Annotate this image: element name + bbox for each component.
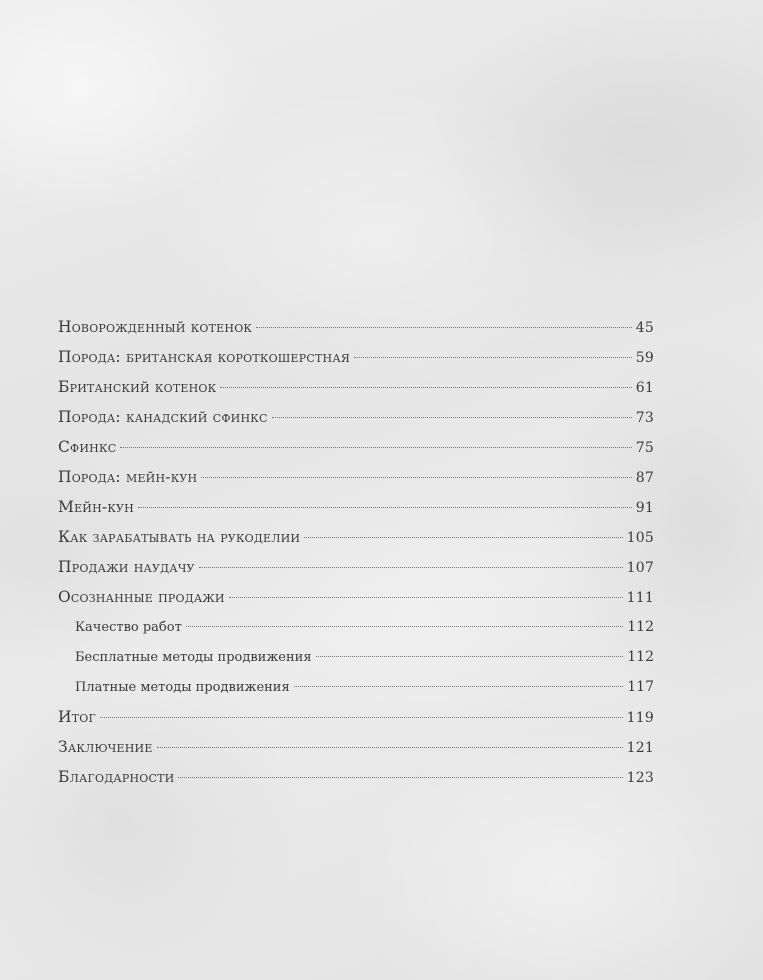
toc-entry-page: 117: [627, 679, 654, 695]
toc-entry-page: 111: [626, 590, 654, 606]
toc-entry: [58, 762, 654, 792]
toc-entry: [58, 402, 654, 432]
toc-entry-title: Порода: канадский сфинкс: [58, 408, 268, 426]
toc-subentry: [58, 642, 654, 672]
toc-entry-page: 75: [635, 440, 654, 456]
toc-entry: [58, 552, 654, 582]
toc-entry: [58, 312, 654, 342]
toc-entry-title: Качество работ: [75, 620, 182, 635]
toc-entry-title: Итог: [58, 708, 96, 726]
toc-entry-page: 45: [635, 320, 654, 336]
toc-entry-title: Порода: мейн-кун: [58, 468, 198, 486]
toc-entry-page: 112: [627, 619, 654, 635]
toc-entry-page: 91: [635, 500, 654, 516]
toc-entry-page: 107: [626, 560, 654, 576]
table-of-contents: [58, 312, 654, 792]
toc-entry: [58, 702, 654, 732]
dot-leader: [178, 777, 622, 778]
dot-leader: [120, 447, 631, 448]
toc-entry-title: Сфинкс: [58, 438, 117, 456]
toc-entry-title: Продажи наудачу: [58, 558, 195, 576]
dot-leader: [294, 686, 624, 687]
toc-subentry: [58, 672, 654, 702]
toc-entry: [58, 462, 654, 492]
dot-leader: [256, 327, 632, 328]
toc-entry: [58, 582, 654, 612]
toc-entry-title: Новорожденный котенок: [58, 318, 253, 336]
dot-leader: [220, 387, 631, 388]
dot-leader: [157, 747, 623, 748]
toc-entry-title: Мейн-кун: [58, 498, 134, 516]
toc-entry-title: Платные методы продвижения: [75, 680, 290, 695]
toc-entry-page: 123: [626, 770, 654, 786]
toc-entry-title: Бесплатные методы продвижения: [75, 650, 312, 665]
toc-entry-page: 119: [626, 710, 654, 726]
toc-entry: [58, 732, 654, 762]
toc-entry: [58, 522, 654, 552]
dot-leader: [201, 477, 631, 478]
toc-entry-page: 121: [626, 740, 654, 756]
toc-entry: [58, 372, 654, 402]
toc-entry-title: Порода: британская короткошерстная: [58, 348, 350, 366]
toc-entry-title: Заключение: [58, 738, 153, 756]
toc-entry-page: 59: [635, 350, 654, 366]
dot-leader: [272, 417, 632, 418]
toc-entry-page: 61: [635, 380, 654, 396]
toc-entry-title: Как зарабатывать на рукоделии: [58, 528, 301, 546]
toc-entry-title: Благодарности: [58, 768, 175, 786]
dot-leader: [354, 357, 632, 358]
dot-leader: [316, 656, 624, 657]
dot-leader: [100, 717, 623, 718]
toc-entry-page: 105: [626, 530, 654, 546]
toc-entry-page: 112: [627, 649, 654, 665]
dot-leader: [229, 597, 623, 598]
toc-entry-page: 87: [635, 470, 654, 486]
toc-entry: [58, 342, 654, 372]
toc-entry-title: Осознанные продажи: [58, 588, 225, 606]
toc-entry-title: Британский котенок: [58, 378, 217, 396]
toc-entry-page: 73: [635, 410, 654, 426]
toc-subentry: [58, 612, 654, 642]
toc-entry: [58, 492, 654, 522]
dot-leader: [304, 537, 622, 538]
dot-leader: [186, 626, 623, 627]
toc-entry: [58, 432, 654, 462]
dot-leader: [138, 507, 632, 508]
dot-leader: [199, 567, 623, 568]
